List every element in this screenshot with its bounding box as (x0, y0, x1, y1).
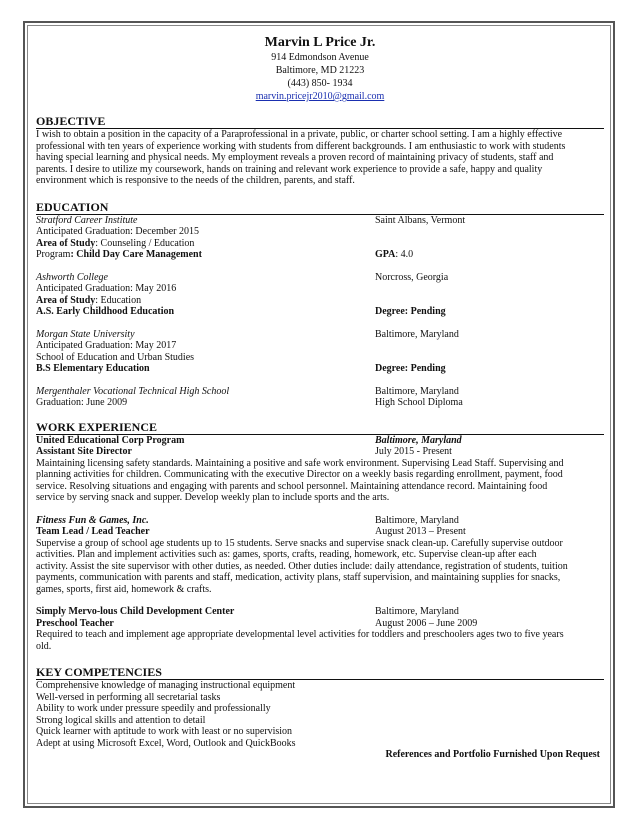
objective-line: I wish to obtain a position in the capacity of a Paraprofessional in a private, public, or charter school setting. I am a highly effective (36, 129, 563, 140)
candidate-name: Marvin L Price Jr. (264, 35, 376, 50)
objective-line: environment which is responsive to the needs of the children, parents, and staff. (36, 175, 355, 186)
job-entry (36, 515, 604, 596)
school-name: Stratford Career Institute (36, 214, 138, 226)
education-entry (36, 329, 604, 375)
job-description-line: Required to teach and implement age appropriate developmental level activities for toddlers and preschoolers ages two to five years (36, 629, 564, 640)
school-name: Ashworth College (36, 271, 108, 283)
employer-name: United Educational Corp Program (36, 434, 185, 446)
graduation-date: Anticipated Graduation: May 2017 (36, 340, 177, 351)
phone-number: (443) 850- 1934 (287, 78, 353, 89)
job-title: Team Lead / Lead Teacher (36, 526, 150, 537)
school-location: Saint Albans, Vermont (375, 214, 466, 226)
objective-line: parents. I desire to utilize my coursework, hands on training and relevant work experience to provide a safe, happy and quality (36, 163, 543, 175)
job-description-line: old. (36, 640, 52, 652)
job-entry (36, 606, 604, 652)
resume-page (36, 32, 604, 760)
competencies-heading: KEY COMPETENCIES (36, 666, 604, 680)
graduation-date: Anticipated Graduation: December 2015 (36, 226, 199, 237)
study-value: : Education (95, 294, 142, 306)
job-location: Baltimore, Maryland (375, 514, 459, 526)
objective-line: professional with ten years of experience working with students from different backgrounds. I am enthusiastic to work with students (36, 140, 566, 152)
job-location: Baltimore, Maryland (375, 606, 459, 617)
education-heading: EDUCATION (36, 201, 604, 215)
education-entry (36, 272, 604, 318)
graduation-date: Anticipated Graduation: May 2016 (36, 283, 177, 294)
job-description-line: service by serving snack and supper. Develop weekly plan to include sports and the arts. (36, 492, 390, 503)
email-link[interactable]: marvin.pricejr2010@gmail.com (255, 91, 385, 102)
education-entry (36, 215, 604, 261)
job-title: Assistant Site Director (36, 446, 132, 457)
degree-name: A.S. Early Childhood Education (36, 306, 175, 317)
resume-header (36, 35, 604, 103)
degree-status: Degree: Pending (375, 306, 446, 317)
objective-line: having special learning and physical needs. My employment reveals a proven record of maintaining privacy of students, staff and (36, 152, 554, 163)
job-dates: August 2006 – June 2009 (375, 617, 478, 629)
degree-name: B.S Elementary Education (36, 363, 150, 374)
school-name: Morgan State University (36, 328, 135, 340)
competency-item: Well-versed in performing all secretarial tasks (36, 691, 221, 703)
study-label: Area of Study (36, 294, 96, 306)
gpa-label: GPA (375, 249, 396, 260)
job-description-line: activity. Assist the site supervisor with other duties, as needed. Other duties include: daily attendance, registration of students, tuition (36, 560, 568, 572)
job-description-line: games, sports, first aid, homework & crafts. (36, 583, 212, 595)
study-value: : Counseling / Education (95, 237, 195, 249)
job-description-line: planning activities for children. Communicating with the executive Director on a weekly basis regarding enrollment, payment, food (36, 469, 563, 480)
program-label: Program (36, 249, 71, 260)
study-value: School of Education and Urban Studies (36, 351, 195, 363)
city-state-zip: Baltimore, MD 21223 (275, 65, 365, 76)
job-entry (36, 435, 604, 504)
employer-name: Simply Mervo-lous Child Development Center (36, 606, 235, 617)
degree-status: High School Diploma (375, 397, 463, 408)
references-note: References and Portfolio Furnished Upon Request (385, 749, 600, 760)
program-value: : Child Day Care Management (70, 249, 202, 260)
graduation-date: Graduation: June 2009 (36, 397, 128, 408)
competencies-list (36, 680, 604, 749)
school-location: Norcross, Georgia (375, 271, 449, 283)
school-name: Mergenthaler Vocational Technical High School (36, 385, 230, 397)
competency-item: Quick learner with aptitude to work with least or no supervision (36, 726, 293, 737)
competency-item: Comprehensive knowledge of managing instructional equipment (36, 680, 296, 691)
competency-item: Strong logical skills and attention to detail (36, 714, 206, 726)
job-description-line: activities. Plan and implement activities such as: games, sports, crafts, reading, homework, etc. Supervise clean-up after each (36, 549, 537, 560)
objective-text (36, 129, 604, 187)
job-description-line: service. Resolving situations and engaging with parents and school personnel. Maintaining attendance record. Maintaining food (36, 480, 548, 492)
street-address: 914 Edmondson Avenue (271, 52, 369, 63)
job-title: Preschool Teacher (36, 617, 114, 629)
job-description-line: Supervise a group of school age students up to 15 students. Serve snacks and supervise snack clean-up. Carefully supervise outdoor (36, 537, 563, 549)
school-location: Baltimore, Maryland (375, 385, 459, 397)
job-dates: July 2015 - Present (375, 446, 452, 457)
employer-name: Fitness Fun & Games, Inc. (36, 514, 149, 526)
job-location: Baltimore, Maryland (375, 434, 462, 446)
job-dates: August 2013 – Present (375, 526, 466, 537)
school-location: Baltimore, Maryland (375, 328, 459, 340)
job-description-line: Maintaining licensing safety standards. Maintaining a positive and safe work environment. Supervising Lead Staff. Supervising and (36, 457, 564, 469)
study-label: Area of Study (36, 237, 96, 249)
gpa-value: : 4.0 (395, 249, 414, 260)
degree-status: Degree: Pending (375, 363, 446, 374)
competency-item: Adept at using Microsoft Excel, Word, Outlook and QuickBooks (36, 737, 296, 749)
education-entry (36, 386, 604, 409)
work-heading: WORK EXPERIENCE (36, 421, 604, 435)
objective-heading: OBJECTIVE (36, 115, 604, 129)
competency-item: Ability to work under pressure speedily and professionally (36, 703, 271, 714)
job-description-line: payments, communication with parents and staff, medication, activity plans, staff supervision, and maintaining supplies for snacks, (36, 572, 561, 583)
